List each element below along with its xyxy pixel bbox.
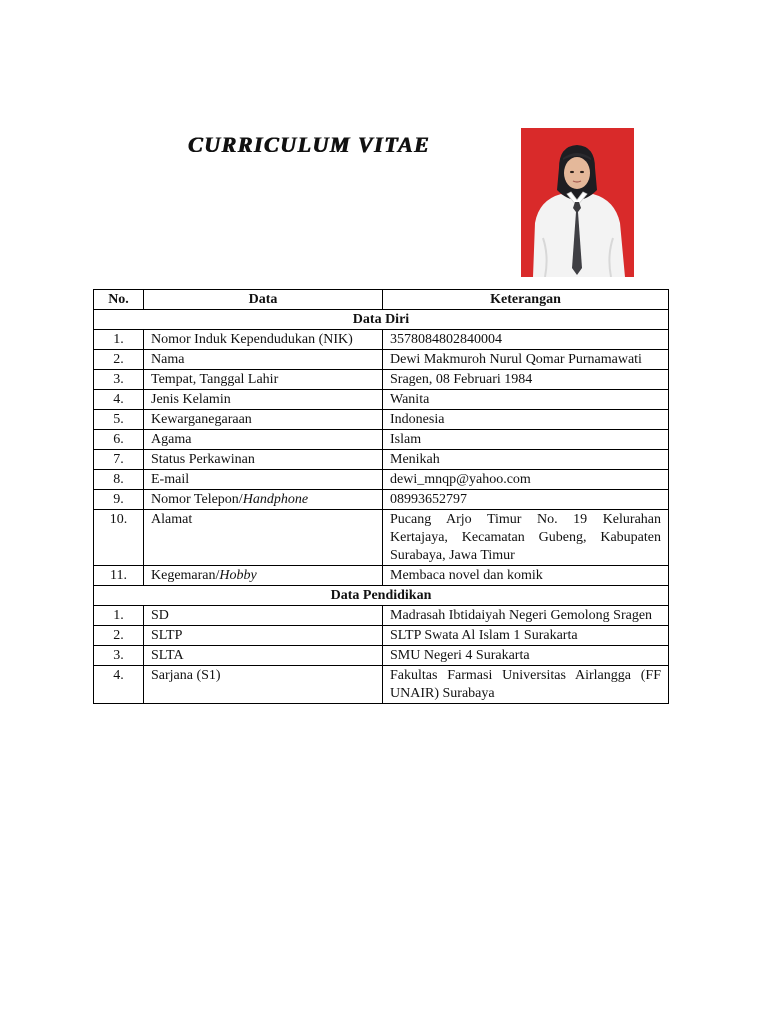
row-number: 11. bbox=[94, 566, 144, 586]
row-label-text: Kegemaran/ bbox=[151, 568, 220, 583]
row-label bbox=[144, 490, 383, 510]
row-label: Nama bbox=[144, 350, 383, 370]
row-label: SLTA bbox=[144, 646, 383, 666]
row-value: Menikah bbox=[383, 450, 669, 470]
row-number: 2. bbox=[94, 350, 144, 370]
row-label: SD bbox=[144, 606, 383, 626]
section-row-personal bbox=[94, 310, 669, 330]
row-label-italic: Hobby bbox=[219, 568, 257, 583]
row-value: Membaca novel dan komik bbox=[383, 566, 669, 586]
row-number: 4. bbox=[94, 390, 144, 410]
row-number: 7. bbox=[94, 450, 144, 470]
table-row bbox=[94, 566, 669, 586]
header-no: No. bbox=[94, 290, 144, 310]
table-row bbox=[94, 330, 669, 350]
row-value: 3578084802840004 bbox=[383, 330, 669, 350]
row-number: 3. bbox=[94, 370, 144, 390]
row-number: 10. bbox=[94, 510, 144, 566]
table-row bbox=[94, 490, 669, 510]
section-title-education: Data Pendidikan bbox=[94, 586, 669, 606]
phone-value: 08993652797 bbox=[383, 490, 669, 510]
row-value: Sragen, 08 Februari 1984 bbox=[383, 370, 669, 390]
row-label-italic: Handphone bbox=[242, 492, 309, 507]
person-portrait-photo-icon bbox=[521, 128, 634, 277]
header-keterangan: Keterangan bbox=[383, 290, 669, 310]
section-row-education bbox=[94, 586, 669, 606]
row-value: Madrasah Ibtidaiyah Negeri Gemolong Sragen bbox=[383, 606, 669, 626]
row-label-text: Nomor Telepon/ bbox=[151, 492, 243, 507]
header-data: Data bbox=[144, 290, 383, 310]
profile-photo bbox=[521, 128, 634, 277]
table-row bbox=[94, 410, 669, 430]
row-label bbox=[144, 566, 383, 586]
row-label: E-mail bbox=[144, 470, 383, 490]
row-value: Fakultas Farmasi Universitas Airlangga (FF UNAIR) Surabaya bbox=[383, 666, 669, 704]
section-title-personal: Data Diri bbox=[94, 310, 669, 330]
row-number: 6. bbox=[94, 430, 144, 450]
email-value: dewi_mnqp@yahoo.com bbox=[383, 470, 669, 490]
table-row bbox=[94, 510, 669, 566]
row-number: 8. bbox=[94, 470, 144, 490]
row-value: SMU Negeri 4 Surakarta bbox=[383, 646, 669, 666]
row-number: 1. bbox=[94, 330, 144, 350]
row-number: 1. bbox=[94, 606, 144, 626]
row-number: 3. bbox=[94, 646, 144, 666]
table-row bbox=[94, 450, 669, 470]
row-number: 2. bbox=[94, 626, 144, 646]
document-title: CURRICULUM VITAE bbox=[188, 132, 431, 157]
row-number: 5. bbox=[94, 410, 144, 430]
row-label: Kewarganegaraan bbox=[144, 410, 383, 430]
row-label: Agama bbox=[144, 430, 383, 450]
row-label: Status Perkawinan bbox=[144, 450, 383, 470]
table-row bbox=[94, 606, 669, 626]
table-row bbox=[94, 430, 669, 450]
table-row bbox=[94, 626, 669, 646]
row-value: Islam bbox=[383, 430, 669, 450]
table-row bbox=[94, 646, 669, 666]
row-value: Wanita bbox=[383, 390, 669, 410]
table-row bbox=[94, 666, 669, 704]
row-number: 9. bbox=[94, 490, 144, 510]
address-value: Pucang Arjo Timur No. 19 Kelurahan Kertajaya, Kecamatan Gubeng, Kabupaten Surabaya, Jawa Timur bbox=[383, 510, 669, 566]
row-label: Tempat, Tanggal Lahir bbox=[144, 370, 383, 390]
cv-table bbox=[93, 289, 669, 704]
row-number: 4. bbox=[94, 666, 144, 704]
row-label: Nomor Induk Kependudukan (NIK) bbox=[144, 330, 383, 350]
table-row bbox=[94, 470, 669, 490]
table-row bbox=[94, 350, 669, 370]
table-header-row bbox=[94, 290, 669, 310]
row-value: Dewi Makmuroh Nurul Qomar Purnamawati bbox=[383, 350, 669, 370]
row-label: Alamat bbox=[144, 510, 383, 566]
row-label: Sarjana (S1) bbox=[144, 666, 383, 704]
table-row bbox=[94, 370, 669, 390]
row-value: SLTP Swata Al Islam 1 Surakarta bbox=[383, 626, 669, 646]
row-value: Indonesia bbox=[383, 410, 669, 430]
row-label: SLTP bbox=[144, 626, 383, 646]
row-label: Jenis Kelamin bbox=[144, 390, 383, 410]
table-row bbox=[94, 390, 669, 410]
